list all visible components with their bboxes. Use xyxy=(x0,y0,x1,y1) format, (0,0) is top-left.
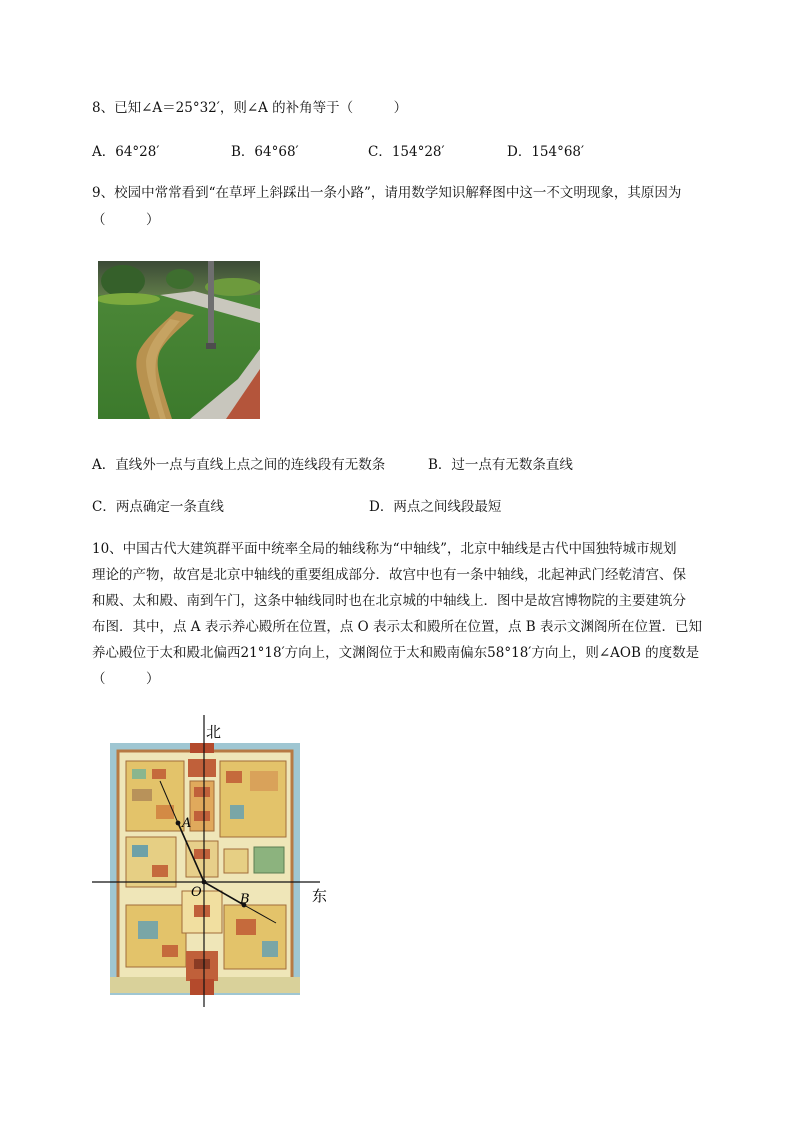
label-b: B xyxy=(240,892,250,907)
north-label: 北 xyxy=(206,723,222,741)
point-o xyxy=(202,880,207,885)
q8-option-d: D．154°68′ xyxy=(507,144,585,160)
q8-option-a: A．64°28′ xyxy=(92,144,160,160)
q9-stem-line1: 9、校园中常常看到“在草坪上斜踩出一条小路”，请用数学知识解释图中这一不文明现象，其原因为 xyxy=(92,185,682,201)
q10-line-5: 养心殿位于太和殿北偏西21°18′方向上，文渊阁位于太和殿南偏东58°18′方向上，则∠AOB 的度数是 xyxy=(92,645,700,661)
label-a: A xyxy=(182,816,192,831)
q8-stem: 8、已知∠A＝25°32′，则∠A 的补角等于（ ） xyxy=(92,100,408,116)
q8-option-c: C．154°28′ xyxy=(368,144,445,160)
q9-option-d: D．两点之间线段最短 xyxy=(369,499,502,515)
forbidden-city-map xyxy=(90,715,330,1015)
q10-line-3: 和殿、太和殿、南到午门，这条中轴线同时也在北京城的中轴线上．图中是故宫博物院的主要建筑分 xyxy=(92,593,686,609)
q10-line-6: （ ） xyxy=(92,671,160,687)
q9-option-a: A．直线外一点与直线上点之间的连线段有无数条 xyxy=(92,457,386,473)
q10-stem xyxy=(92,536,742,692)
east-label: 东 xyxy=(312,887,328,905)
point-a xyxy=(176,821,181,826)
q9-stem-line2: （ ） xyxy=(92,212,160,228)
lawn-path-photo xyxy=(98,261,260,419)
q10-line-4: 布图．其中，点 A 表示养心殿所在位置，点 O 表示太和殿所在位置，点 B 表示文渊阁所在位置．已知 xyxy=(92,619,702,635)
q10-line-1: 10、中国古代大建筑群平面中统率全局的轴线称为“中轴线”，北京中轴线是古代中国独特城市规划 xyxy=(92,541,677,557)
q10-line-2: 理论的产物，故宫是北京中轴线的重要组成部分．故宫中也有一条中轴线，北起神武门经乾清宫、保 xyxy=(92,567,686,583)
q8-option-b: B．64°68′ xyxy=(231,144,299,160)
label-o: O xyxy=(191,885,202,900)
q9-option-c: C．两点确定一条直线 xyxy=(92,499,224,515)
q9-option-b: B．过一点有无数条直线 xyxy=(428,457,573,473)
